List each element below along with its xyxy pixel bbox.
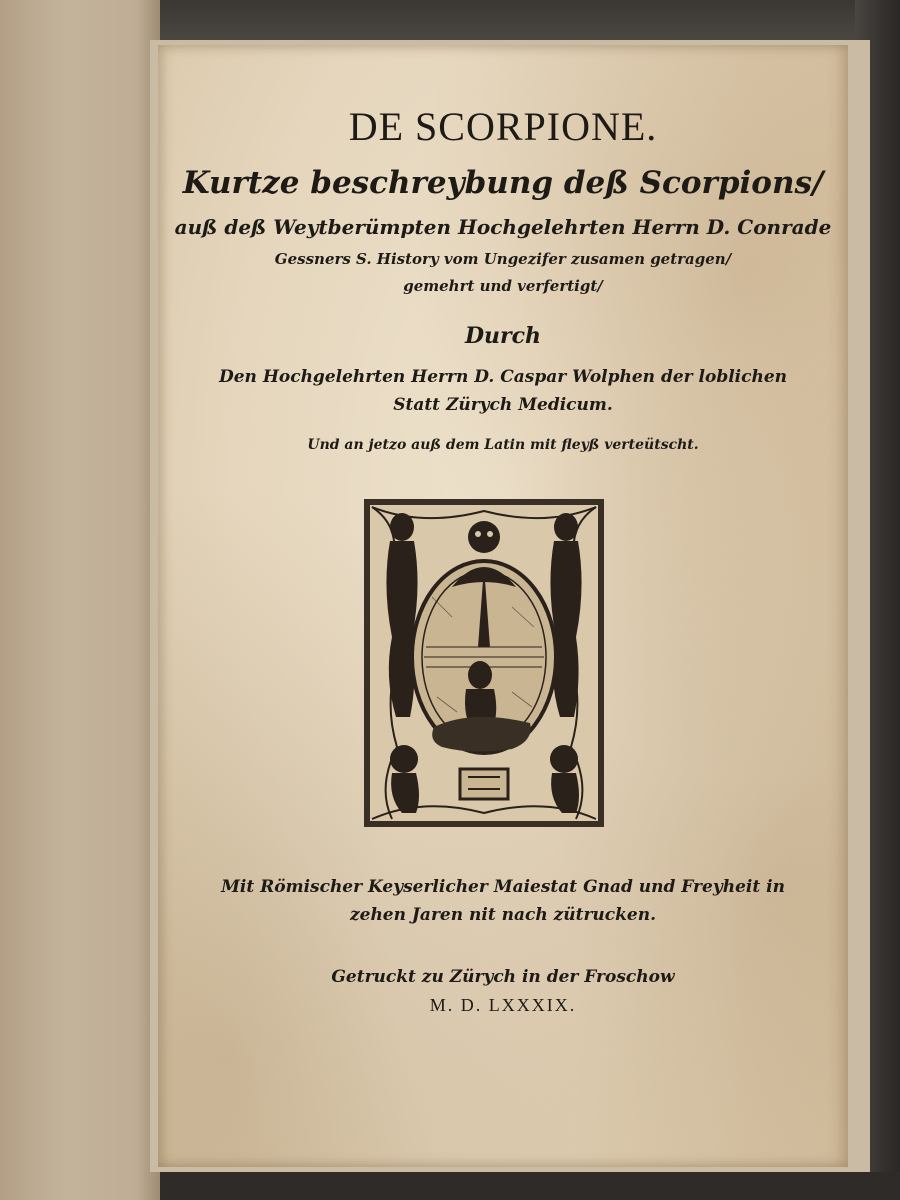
author-line-2: Statt Zürych Medicum. (393, 395, 613, 415)
book-binding-bottom (160, 1172, 900, 1200)
title-page (158, 45, 848, 1167)
translation-note: Und an jetzo auß dem Latin mit fleyß verteütscht. (307, 437, 699, 453)
subtitle-line-1: Kurtze beschreybung deß Scorpions/ (182, 165, 824, 201)
subtitle-line-2: auß deß Weytberümpten Hochgelehrten Herrn D. Conrade (174, 215, 832, 239)
book-binding-top (160, 0, 900, 40)
book-title: DE SCORPIONE. (348, 104, 658, 149)
subtitle-line-3: Gessners S. History vom Ungezifer zusamen getragen/ (274, 250, 732, 268)
subtitle-line-4: gemehrt und verfertigt/ (403, 277, 603, 295)
publication-date: M. D. LXXXIX. (429, 995, 577, 1015)
imprint-line: Getruckt zu Zürych in der Froschow (331, 967, 675, 987)
by-line: Durch (464, 323, 542, 349)
woodcut-printers-device-icon (362, 497, 606, 829)
author-line-1: Den Hochgelehrten Herrn D. Caspar Wolphen der loblichen (218, 367, 788, 387)
privilege-line-1: Mit Römischer Keyserlicher Maiestat Gnad und Freyheit in (221, 877, 785, 897)
facing-cover-board (0, 0, 160, 1200)
privilege-line-2: zehen Jaren nit nach zütrucken. (349, 905, 657, 925)
